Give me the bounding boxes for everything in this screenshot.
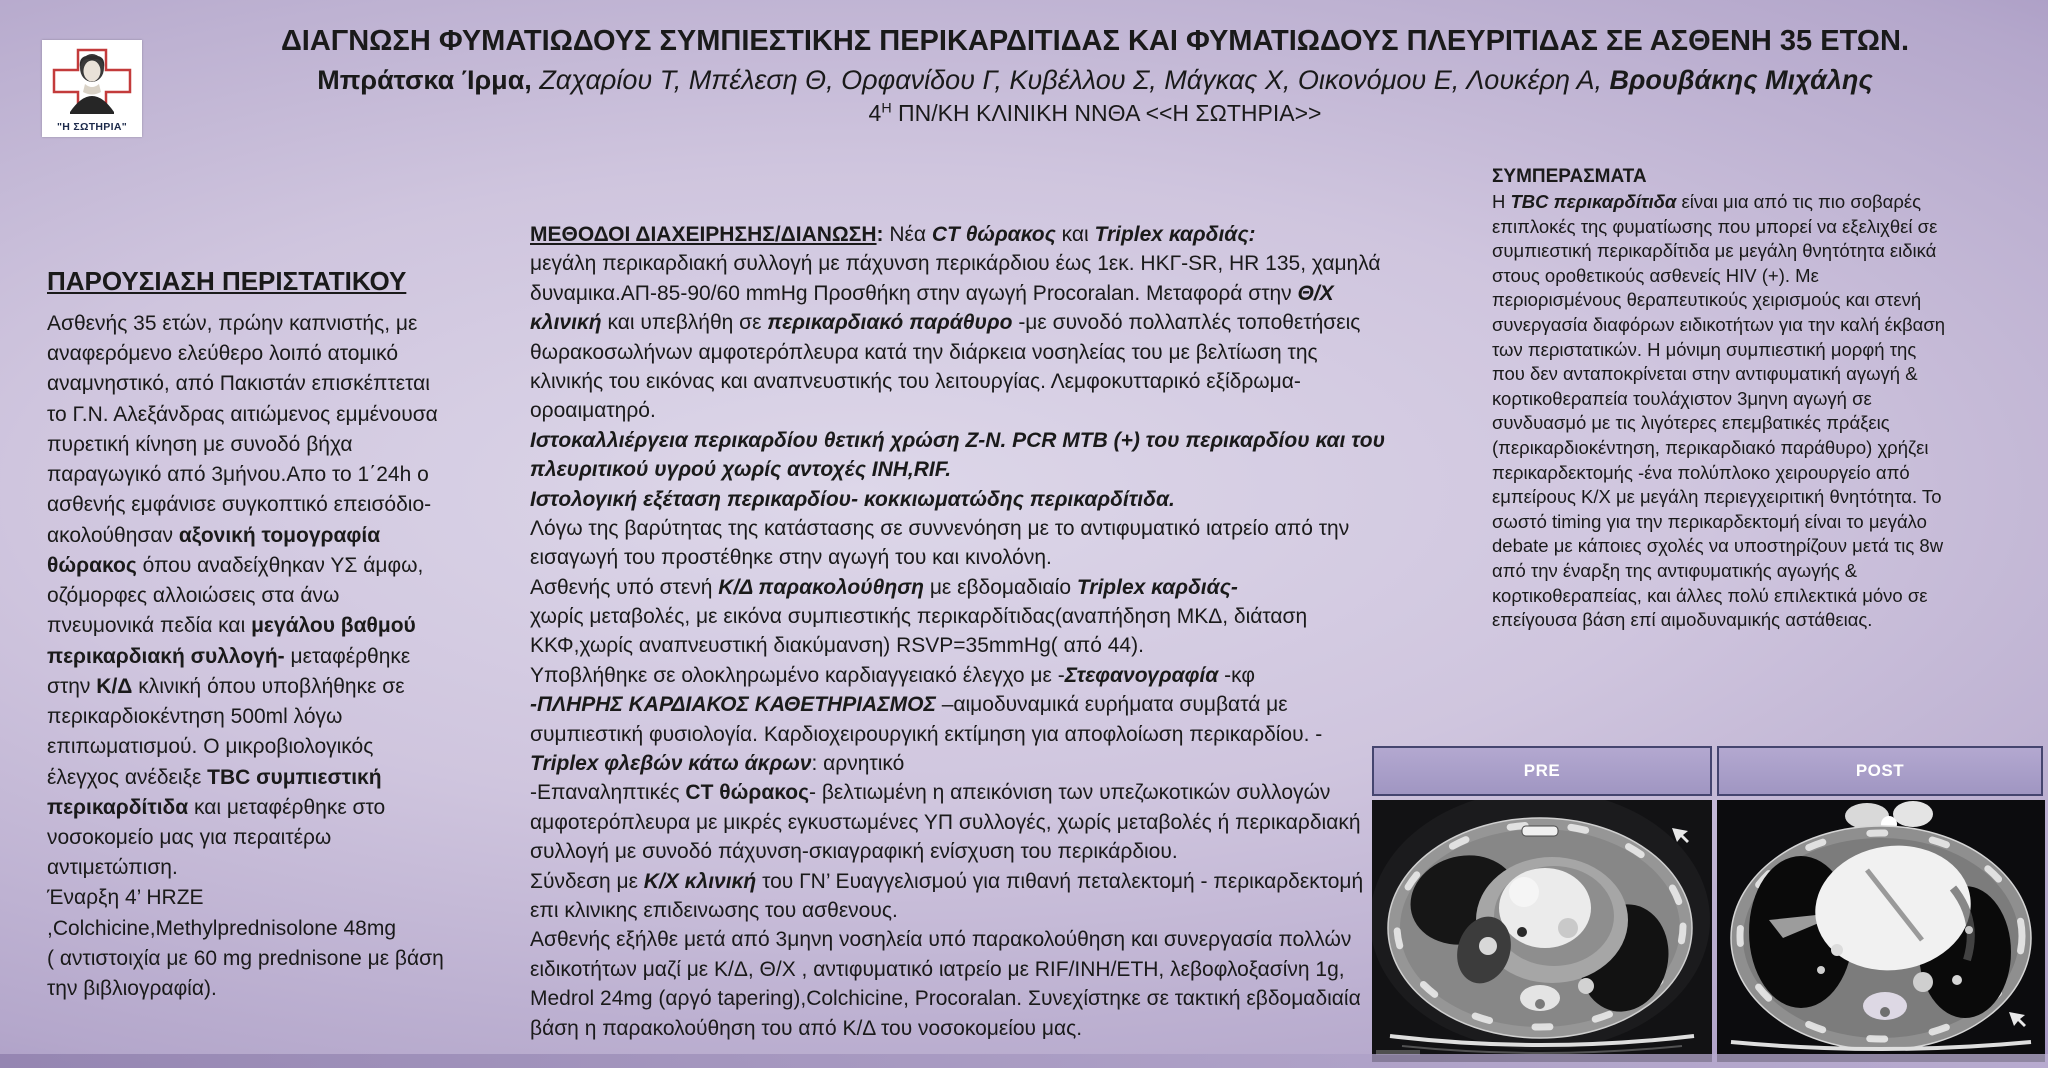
case-presentation-text: Ασθενής 35 ετών, πρώην καπνιστής, με αναφερόμενο ελεύθερο λοιπό ατομικό αναμνηστικό, από Πακιστάν επισκέπτεται το Γ.Ν. Αλεξάνδρας αιτιώμενος εμμένουσα πυρετική κίνηση με συνοδό βήχα παραγωγικό από 3μήνου.Απο το 1΄24h ο ασθενής εμφάνισε συγκοπτικό επεισόδιο-ακολούθησαν αξονική τομογραφία θώρακος όπου αναδείχθηκαν ΥΣ άμφω, οζόμορφες αλλοιώσεις στα άνω πνευμονικά πεδία και μεγάλου βαθμού περικαρδιακή συλλογή- μεταφέρθηκε στην Κ/Δ κλινική όπου υποβλήθηκε σε περικαρδιοκέντηση 500ml λόγω επιπωματισμού. Ο μικροβιολογικός έλεγχος ανέδειξε TBC συμπιεστική περικαρδίτιδα και μεταφέρθηκε στο νοσοκομείο μας για περαιτέρω αντιμετώπιση. Έναρξη 4’ HRZE ,Colchicine,Methylprednisolone 48mg ( αντιστοιχία με 60 mg prednisone με βάση την βιβλιογραφία).	[47, 312, 444, 1001]
hospital-logo	[42, 40, 142, 137]
bottom-gradient-strip	[0, 1054, 2048, 1068]
poster-title: ΔΙΑΓΝΩΣΗ ΦΥΜΑΤΙΩΔΟΥΣ ΣΥΜΠΙΕΣΤΙΚΗΣ ΠΕΡΙΚΑΡΔΙΤΙΔΑΣ ΚΑΙ ΦΥΜΑΤΙΩΔΟΥΣ ΠΛΕΥΡΙΤΙΔΑΣ ΣΕ ΑΣΘΕΝΗ 35 ΕΤΩΝ.	[280, 25, 1910, 57]
section-methods-text: ΜΕΘΟΔΟΙ ΔΙΑΧΕΙΡΗΣΗΣ/ΔΙΑΝΩΣΗ: Νέα CT θώρακος και Triplex καρδιάς: μεγάλη περικαρδιακή συλλογή με πάχυνση περικάρδιου έως 1εκ. ΗΚΓ-SR, HR 135, χαμηλά δυναμικα.ΑΠ-85-90/60 mmHg Προσθήκη στην αγωγή Procoralan. Μεταφορά στην Θ/Χ κλινική και υπεβλήθη σε περικαρδιακό παράθυρο -με συνοδό πολλαπλές τοποθετήσεις θωρακοσωλήνων αμφοτερόπλευρα κατά την διάρκεια νοσηλείας του με βελτίωση της κλινικής του εικόνας και αναπνευστικής του λειτουργίας. Λεμφοκυτταρικό εξίδρωμα-οροαιματηρό. Ιστοκαλλιέργεια περικαρδίου θετική χρώση Z-N. PCR MTB (+) του περικαρδίου και του πλευριτικού υγρού χωρίς αντοχές INH,RIF. Ιστολογική εξέταση περικαρδίου- κοκκιωματώδης περικαρδίτιδα. Λόγω της βαρύτητας της κατάστασης σε συννενόηση με το αντιφυματικό ιατρείο από την εισαγωγή του προστέθηκε στην αγωγή του και κινολόνη. Ασθενής υπό στενή Κ/Δ παρακολούθηση με εβδομαδιαίο Triplex καρδιάς- χωρίς μεταβολές, με εικόνα συμπιεστικής περικαρδίτιδας(αναπήδηση ΜΚΔ, διάταση ΚΚΦ,χωρίς αναπνευστική διακύμανση) RSVP=35mmHg( από 44). Υποβλήθηκε σε ολοκληρωμένο καρδιαγγειακό έλεγχο με -Στεφανογραφία -κφ -ΠΛΗΡΗΣ ΚΑΡΔΙΑΚΟΣ ΚΑΘΕΤΗΡΙΑΣΜΟΣ –αιμοδυναμικά ευρήματα συμβατά με συμπιεστική φυσιολογία. Καρδιοχειρουργική εκτίμηση για αποφλοίωση περικαρδίου. -Triplex φλεβών κάτω άκρων: αρνητικό -Επαναληπτικές CT θώρακος- βελτιωμένη η απεικόνιση των υπεζωκοτικών συλλογών αμφοτερόπλευρα με μικρές εγκυστωμένες ΥΠ συλλογές, χωρίς μεταβολές ή περικαρδιακή συλλογή με συνοδό πάχυνση-σκιαγραφική ενίσχυση του περικάρδιου. Σύνδεση με Κ/Χ κλινική του ΓΝ’ Ευαγγελισμού για πιθανή πεταλεκτομή - περικαρδεκτομή επι κλινικης επιδεινωσης του ασθενους. Ασθενής εξήλθε μετά από 3μηνη νοσηλεία υπό παρακολούθηση και συνεργασία πολλών ειδικοτήτων μαζί με Κ/Δ, Θ/Χ , αντιφυματικό ιατρείο με RIF/INH/ETH, λεβοφλοξασίνη 1g, Medrol 24mg (αργό tapering),Colchicine, Procoralan. Συνεχίστηκε σε τακτική εβδομαδιαία βάση η παρακολούθηση του από Κ/Δ του νοσοκομείου μας.	[530, 223, 1386, 1040]
ct-scan-post-image	[1717, 800, 2045, 1062]
ct-post-drawing-icon	[1717, 800, 2045, 1062]
poster-header	[150, 22, 2040, 127]
sotiria-cross-portrait-icon	[42, 40, 142, 118]
post-image-label: POST	[1717, 746, 2043, 796]
ct-pre-drawing-icon	[1372, 800, 1712, 1062]
case-presentation-heading: ΠΑΡΟΥΣΙΑΣΗ ΠΕΡΙΣΤΑΤΙΚΟΥ	[47, 266, 407, 296]
logo-caption: "Η ΣΩΤΗΡΙΑ"	[57, 121, 127, 133]
ct-scan-pre-image	[1372, 800, 1712, 1062]
authors-line: Μπράτσκα Ίρμα, Ζαχαρίου Τ, Μπέλεση Θ, Ορφανίδου Γ, Κυβέλλου Σ, Μάγκας Χ, Οικονόμου Ε, Λουκέρη Α, Βρουβάκης Μιχάλης	[317, 65, 1873, 96]
section-case-presentation	[47, 266, 451, 1004]
affiliation-line: $4^H$ ΠΝ/ΚΗ ΚΛΙΝΙΚΗ ΝΝΘΑ <<Η ΣΩΤΗΡΙΑ>>	[868, 100, 1322, 127]
section-conclusions	[1492, 166, 1950, 633]
pre-image-label: PRE	[1372, 746, 1712, 796]
conclusions-text: Η TBC περικαρδίτιδα είναι μια από τις πιο σοβαρές επιπλοκές της φυματίωσης που μπορεί να εξελιχθεί σε συμπιεστική περικαρδίτιδα με μεγάλη θνητότητα ειδικά στους οροθετικούς ασθενείς HIV (+). Με περιορισμένους θεραπευτικούς χειρισμούς και στενή συνεργασία διαφόρων ειδικοτήτων για την καλή έκβαση των περιστατικών. Η μόνιμη συμπιεστική μορφή της που δεν ανταποκρίνεται στην αντιφυματική αγωγή & κορτικοθεραπεία τουλάχιστον 3μηνη αγωγή σε συνδυασμό με τις λιγότερες επεμβατικές πράξεις (περικαρδιοκέντηση, περικαρδιακό παράθυρο) χρήζει περικαρδεκτομής -ένα πολύπλοκο χειρουργείο από εμπείρους Κ/Χ με μεγάλη περιεγχειριτική θνητότητα. Το σωστό timing για την περικαρδεκτομή είναι το μεγάλο debate με κάποιες σχολές να υποστηρίζουν μετά τις 8w από την έναρξη της αντιφυματικής αγωγής & κορτικοθεραπείας, και άλλες πολύ επιλεκτικά μόνο σε επείγουσα βάση επί αιμοδυναμικής αστάθειας.	[1492, 191, 1946, 631]
conclusions-heading: ΣΥΜΠΕΡΑΣΜΑΤΑ	[1492, 166, 1647, 187]
